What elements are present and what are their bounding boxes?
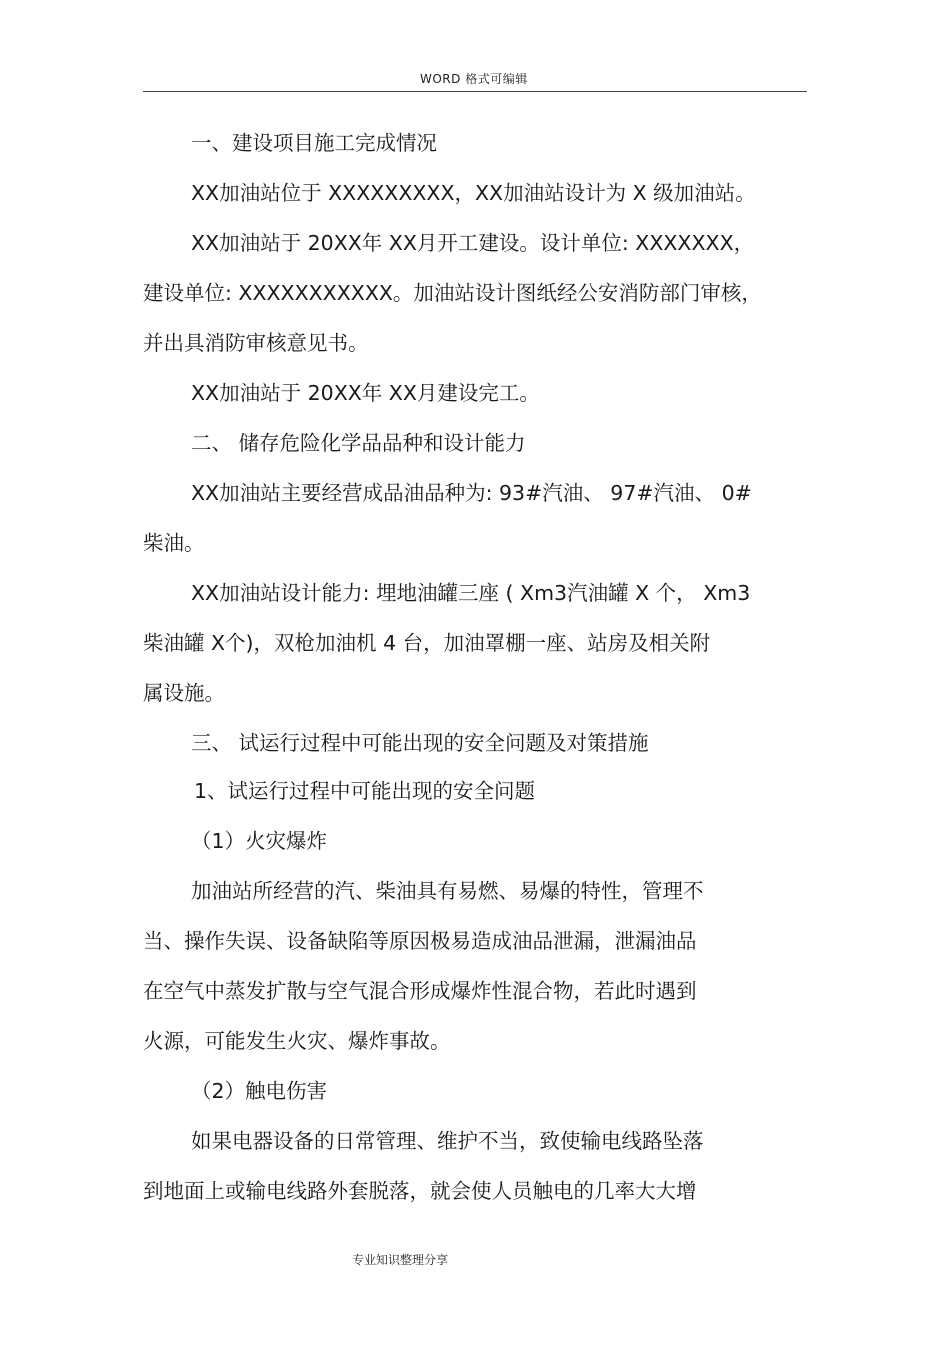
paragraph-line: XX加油站主要经营成品油品种为: 93#汽油、 97#汽油、 0# — [191, 481, 752, 505]
paragraph-line: 当、操作失误、设备缺陷等原因极易造成油品泄漏，泄漏油品 — [143, 929, 697, 953]
page-header: WORD 格式可编辑 — [420, 72, 528, 86]
paragraph-line: XX加油站设计能力: 埋地油罐三座 ( Xm3汽油罐 X 个， Xm3 — [191, 581, 751, 605]
paragraph-line: 属设施。 — [143, 681, 225, 705]
header-divider — [143, 91, 807, 92]
section-heading-1: 一、建设项目施工完成情况 — [191, 131, 437, 155]
paragraph-line: XX加油站于 20XX年 XX月建设完工。 — [191, 381, 540, 405]
paragraph-line: XX加油站位于 XXXXXXXXX，XX加油站设计为 X 级加油站。 — [191, 181, 756, 205]
paragraph-line: XX加油站于 20XX年 XX月开工建设。设计单位: XXXXXXX， — [191, 231, 755, 255]
paragraph-line: 建设单位: XXXXXXXXXXX。加油站设计图纸经公安消防部门审核， — [143, 281, 762, 305]
paragraph-line: 火源，可能发生火灾、爆炸事故。 — [143, 1029, 451, 1053]
paragraph-line: 柴油罐 X个)，双枪加油机 4 台，加油罩棚一座、站房及相关附 — [143, 631, 711, 655]
paragraph-line: 如果电器设备的日常管理、维护不当，致使输电线路坠落 — [191, 1129, 704, 1153]
section-heading-3: 三、 试运行过程中可能出现的安全问题及对策措施 — [191, 731, 649, 755]
paragraph-line: 加油站所经营的汽、柴油具有易燃、易爆的特性，管理不 — [191, 879, 704, 903]
page-footer: 专业知识整理分享 — [352, 1253, 449, 1267]
item-heading: （1）火灾爆炸 — [191, 829, 328, 853]
paragraph-line: 在空气中蒸发扩散与空气混合形成爆炸性混合物，若此时遇到 — [143, 979, 697, 1003]
section-heading-2: 二、 储存危险化学品品种和设计能力 — [191, 431, 526, 455]
item-heading: （2）触电伤害 — [191, 1079, 328, 1103]
paragraph-line: 并出具消防审核意见书。 — [143, 331, 369, 355]
subsection-heading: 1、试运行过程中可能出现的安全问题 — [194, 779, 536, 803]
paragraph-line: 到地面上或输电线路外套脱落，就会使人员触电的几率大大增 — [143, 1179, 697, 1203]
paragraph-line: 柴油。 — [143, 531, 205, 555]
